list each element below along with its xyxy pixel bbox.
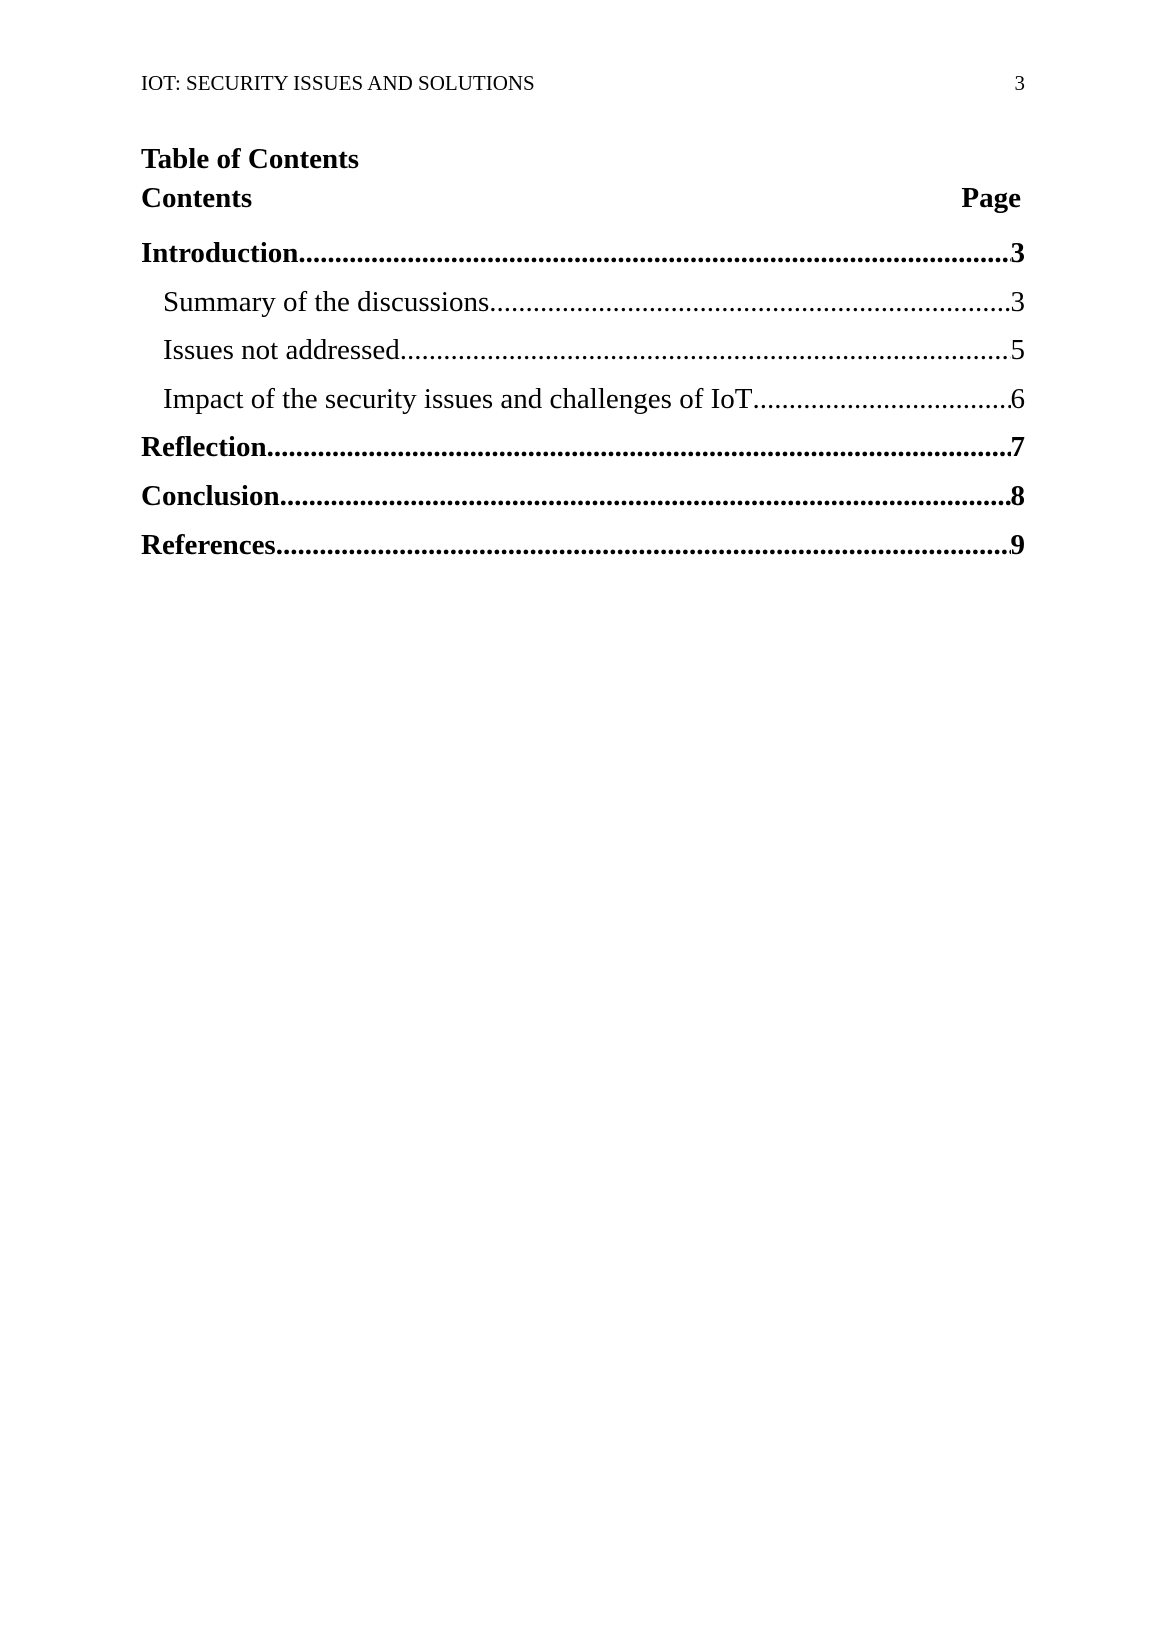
toc-entry-label: Summary of the discussions xyxy=(163,285,490,318)
toc-entry-summary[interactable] xyxy=(141,283,1025,332)
toc-entry-impact[interactable] xyxy=(141,380,1025,429)
toc-entry-reflection[interactable] xyxy=(141,428,1025,477)
dot-leader xyxy=(276,526,1011,564)
toc-entry-label: Reflection xyxy=(141,431,267,464)
dot-leader xyxy=(280,477,1011,515)
toc-entry-page: 3 xyxy=(1010,237,1025,269)
running-head xyxy=(141,70,1025,96)
toc-entry-page: 6 xyxy=(1010,382,1025,415)
toc-entry-label: Conclusion xyxy=(141,479,280,512)
dot-leader xyxy=(489,283,1010,321)
page-number: 3 xyxy=(1014,71,1025,95)
running-head-title: IOT: SECURITY ISSUES AND SOLUTIONS xyxy=(141,71,535,95)
toc-entry-label: Issues not addressed xyxy=(163,334,400,367)
toc-entry-page: 9 xyxy=(1010,528,1025,561)
toc-entry-label: References xyxy=(141,528,276,561)
toc-entry-conclusion[interactable] xyxy=(141,477,1025,526)
toc-column-header xyxy=(141,180,1021,216)
dot-leader xyxy=(267,428,1011,466)
toc-entry-page: 3 xyxy=(1010,285,1025,318)
dot-leader xyxy=(298,234,1010,272)
toc-column-contents: Contents xyxy=(141,182,253,214)
dot-leader xyxy=(400,331,1011,369)
toc-entry-label: Introduction xyxy=(141,237,299,269)
toc-entry-page: 8 xyxy=(1010,479,1025,512)
toc-entry-label: Impact of the security issues and challenges of IoT xyxy=(163,382,753,415)
toc-entry-page: 5 xyxy=(1010,334,1025,367)
toc-list xyxy=(141,234,1025,574)
dot-leader xyxy=(752,380,1010,418)
toc-entry-references[interactable] xyxy=(141,526,1025,575)
toc-title: Table of Contents xyxy=(141,143,360,175)
toc-entry-issues-not-addressed[interactable] xyxy=(141,331,1025,380)
toc-entry-introduction[interactable] xyxy=(141,234,1025,283)
toc-column-page: Page xyxy=(961,182,1021,214)
toc-entry-page: 7 xyxy=(1010,431,1025,464)
